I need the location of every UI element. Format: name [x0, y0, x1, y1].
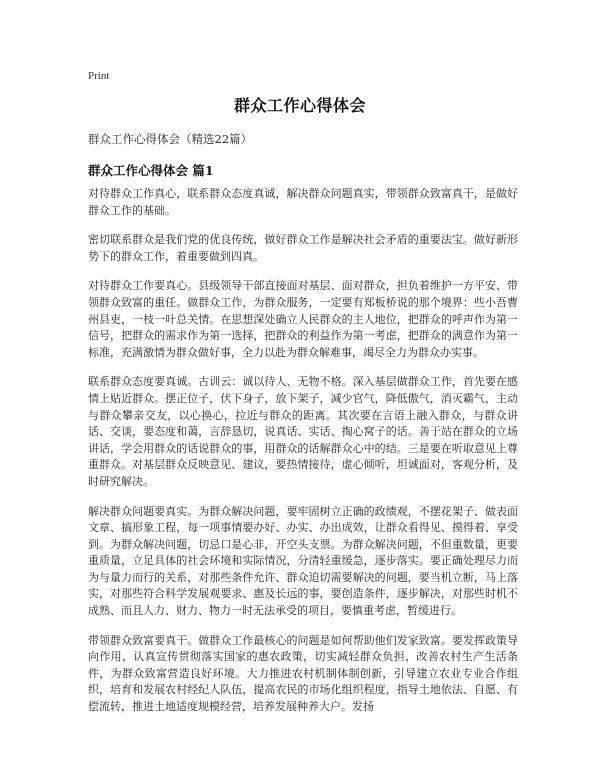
document-subtitle: 群众工作心得体会（精选22篇） — [88, 132, 253, 146]
paragraph-4: 联系群众态度要真诚。古训云：诚以待人、无物不格。深入基层做群众工作，首先要在感情上贴近群众。摆正位子，伏下身子，放下架子，减少官气，降低傲气，消灭霸气，主动与群众攀亲交友，以心换心，拉近与群众的距离。其次要在言语上融入群众，与群众讲话、交谈，要态度和蔼，言辞恳切，说真话、实话、掏心窝子的话。善于站在群众的立场讲话，学会用群众的话说群众的事，用群众的话解群众心中的结。三是要在听取意见上尊重群众。对基层群众反映意见、建议，要热情接待，虚心倾听，坦诚面对，客观分析，及时研究解决。 — [88, 375, 518, 488]
article-body — [88, 186, 518, 729]
paragraph-6: 带领群众致富要真干。做群众工作最核心的问题是如何帮助他们发家致富。要发挥政策导向作用，认真宣传贯彻落实国家的惠农政策，切实减轻群众负担，改善农村生产生活条件，为群众致富营造良好环境。大力推进农村机制体制创新，引导建立农业专业合作组织，培育和发展农村经纪人队伍，提高农民的市场化组织程度，指导土地依法、自愿、有偿流转，推进土地适度规模经营，培养发展种养大户。发扬 — [88, 633, 518, 714]
paragraph-1: 对待群众工作真心，联系群众态度真诚，解决群众问题真实，带领群众致富真干，是做好群众工作的基础。 — [88, 187, 518, 217]
paragraph-2: 密切联系群众是我们党的优良传统，做好群众工作是解决社会矛盾的重要法宝。做好新形势下的群众工作，着重要做到四真。 — [88, 233, 518, 263]
section-heading: 群众工作心得体会 篇1 — [88, 163, 214, 178]
paragraph-3: 对待群众工作要真心。县级领导干部直接面对基层、面对群众，担负着维护一方平安、带领群众致富的重任。做群众工作，为群众服务，一定要有郑板桥说的那个境界：些小吾曹州县吏，一枝一叶总关情。在思想深处确立人民群众的主人地位，把群众的呼声作为第一信号，把群众的需求作为第一选择，把群众的利益作为第一考虑，把群众的满意作为第一标准，充满激情为群众做好事，全力以赴为群众解难事，竭尽全力为群众办实事。 — [88, 279, 518, 359]
paragraph-5: 解决群众问题要真实。为群众解决问题，要牢固树立正确的政绩观，不摆花架子、做表面文章、搞形象工程，每一项事情要办好、办实、办出成效，让群众看得见、摸得着、享受到。为群众解决问题，切忌口是心非，开空头支票。为群众解决问题，不但重数量，更要重质量，立足具体的社会环境和实际情况，分清轻重缓急，逐步落实。要正确处理尽力而为与量力而行的关系，对那些条件允许、群众迫切需要解决的问题，要当机立断，马上落实，对那些符合科学发展观要求、惠及长远的事，要创造条件，逐步解决，对那些时机不成熟、而且人力、财力、物力一时无法承受的项目，要慎重考虑，暂缓进行。 — [88, 504, 518, 618]
print-link[interactable]: Print — [88, 70, 110, 82]
page-title: 群众工作心得体会 — [233, 96, 366, 115]
